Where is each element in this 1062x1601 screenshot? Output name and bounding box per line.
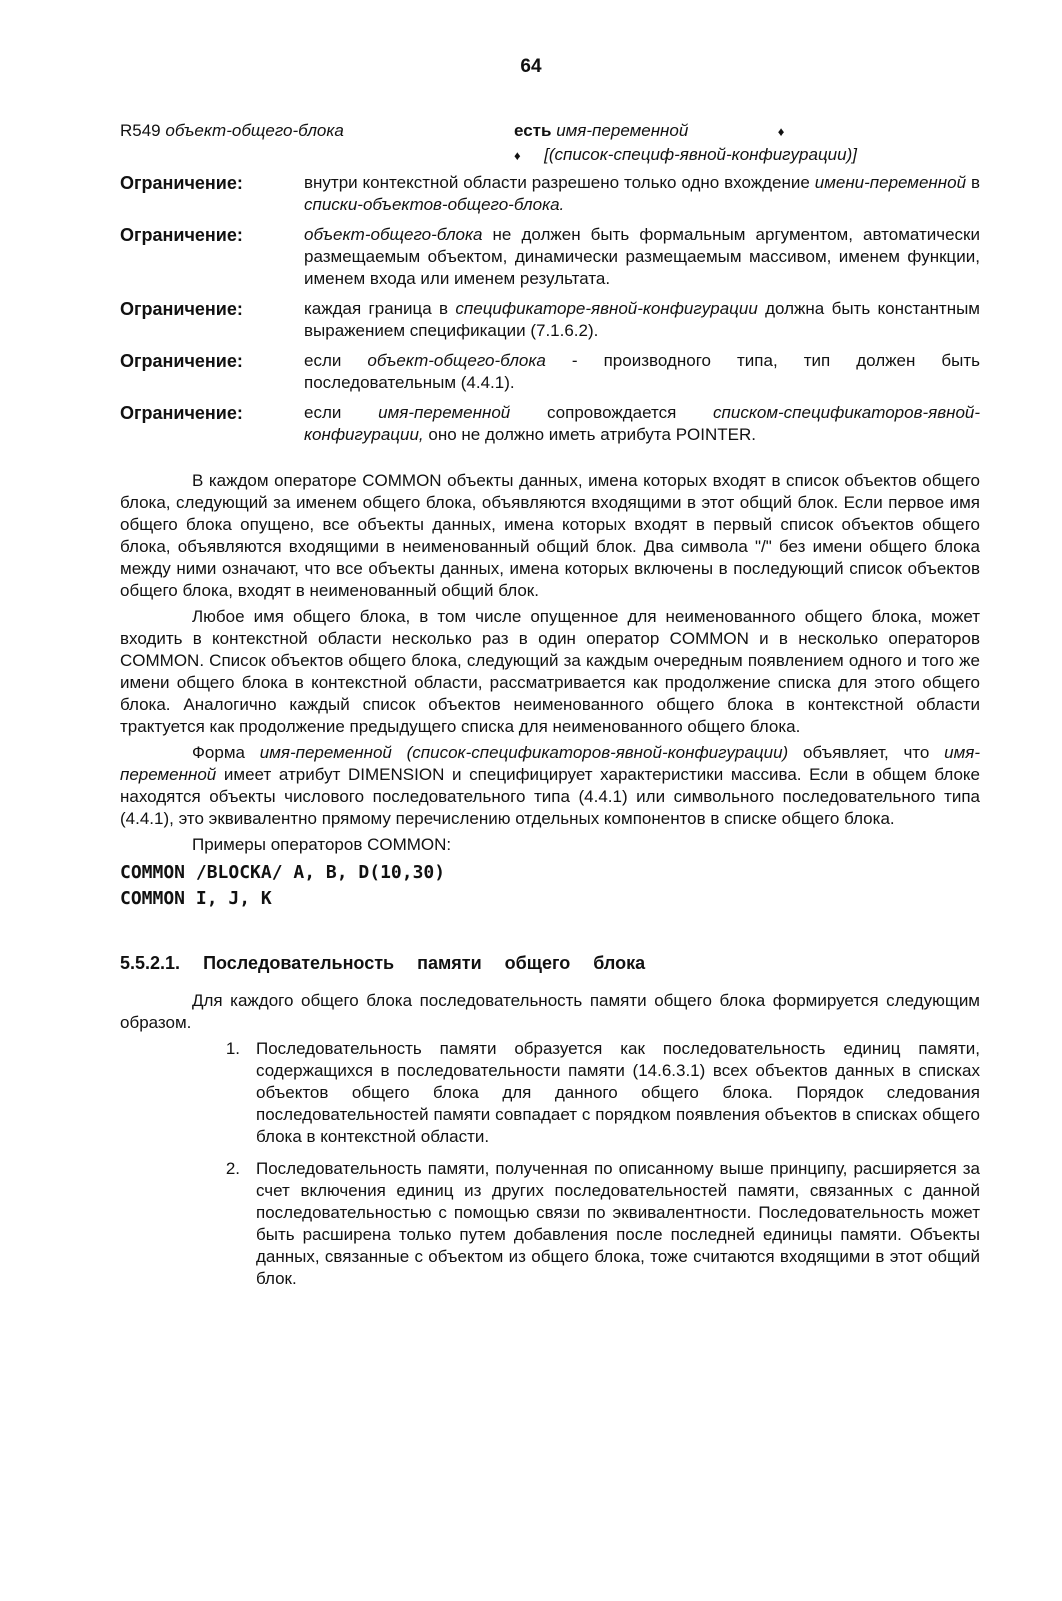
code-block <box>120 860 980 912</box>
constraint-text-fragment: имя-переменной <box>378 403 511 422</box>
main-text <box>120 470 980 1300</box>
code-line: COMMON /BLOCKA/ A, B, D(10,30) <box>120 862 446 883</box>
list-item <box>120 1038 980 1148</box>
rule-alternative-2: [(список-специф-явной-конфигурации)] <box>544 145 857 164</box>
paragraph <box>120 606 980 738</box>
constraint-text-fragment: объект-общего-блока <box>304 225 483 244</box>
section-title: Последовательность памяти общего блока <box>203 953 646 973</box>
constraint-text-fragment: оно не должно иметь атрибута POINTER. <box>423 425 756 444</box>
constraint-text-fragment: имени-переменной <box>814 173 967 192</box>
paragraph-fragment: Любое имя общего блока, в том числе опущенное для неименованного общего блока, может входить в контекстной области несколько раз в один оператор COMMON и в несколько операторов COMMON. Список объектов общего блока, следующий за каждым очередным появлением одного и того же имени общего блока в контекстной области, рассматривается как продолжение списка для этого общего блока. Аналогично каждый список объектов неименованного общего блока в контекстной области трактуется как продолжение предыдущего списка для неименованного общего блока. <box>120 607 980 736</box>
paragraph <box>120 470 980 602</box>
rule-name: объект-общего-блока <box>165 121 344 140</box>
numbered-list <box>120 1038 980 1290</box>
paragraph-fragment: имя-переменной (список-спецификаторов-явной-конфигурации) <box>259 743 789 762</box>
constraint-label: Ограничение: <box>120 225 243 245</box>
rule-term <box>120 120 344 142</box>
paragraph-fragment: имеет атрибут DIMENSION и специфицирует характеристики массива. Если в общем блоке находятся объекты числового последовательного типа (4.4.1) или символьного последовательного типа (4.4.1), это эквивалентно прямому перечислению отдельных компонентов в списке общего блока. <box>120 765 980 828</box>
constraint-text-fragment: если <box>304 403 379 422</box>
constraints-list <box>120 172 980 454</box>
constraint-text <box>304 298 980 342</box>
list-item-text: Последовательность памяти, полученная по описанному выше принципу, расширяется за счет включения единиц из других последовательностей памяти, связанных с данной последовательностью с помощью связи по эквивалентности. Последовательность может быть расширена только путем добавления после последней единицы памяти. Объекты данных, связанные с объектом из общего блока, тоже считаются входящими в этот общий блок. <box>256 1159 980 1288</box>
list-item <box>120 1158 980 1290</box>
constraint-text-fragment: объект-общего-блока <box>367 351 546 370</box>
section-number: 5.5.2.1. <box>120 953 181 973</box>
list-item-number: 2. <box>225 1159 240 1178</box>
constraint <box>120 298 980 342</box>
constraint-label: Ограничение: <box>120 351 243 371</box>
constraint-text-fragment: спецификаторе-явной-конфигурации <box>455 299 758 318</box>
paragraph-fragment: В каждом операторе COMMON объекты данных, имена которых входят в список объектов общего блока, следующий за именем общего блока, объявляются входящими в этот общий блок. Если первое имя общего блока опущено, все объекты данных, имена которых входят в первый список объектов общего блока, объявляются входящими в неименованный общий блок. Два символа "/" без имени общего блока между ними означают, что все объекты данных, имена которых включены в последующий список объектов общего блока, входят в неименованный общий блок. <box>120 471 980 600</box>
list-item-number: 1. <box>225 1039 240 1058</box>
constraint <box>120 402 980 446</box>
code-line: COMMON I, J, K <box>120 888 272 909</box>
paragraph-fragment: имя-переменной <box>120 743 980 784</box>
constraint-text-fragment: сопровождается <box>510 403 714 422</box>
list-item-text: Последовательность памяти образуется как последовательность единиц памяти, содержащихся в последовательности памяти (14.6.3.1) всех объектов данных в списках объектов общего блока для данного общего блока. Порядок следования последовательностей памяти совпадает с порядком появления объектов в списках общего блока в контекстной области. <box>256 1039 980 1146</box>
constraint-text-fragment: должна быть константным выражением спецификации (7.1.6.2). <box>304 299 980 340</box>
constraint-text-fragment: в <box>966 173 980 192</box>
constraint-text <box>304 350 980 394</box>
constraint-text-fragment: списки-объектов-общего-блока. <box>304 195 565 214</box>
constraint-text-fragment: не должен быть формальным аргументом, автоматически размещаемым объектом, динамически размещаемым массивом, именем функции, именем входа или именем результата. <box>304 225 980 288</box>
constraint <box>120 172 980 216</box>
constraint-text-fragment: каждая граница в <box>304 299 456 318</box>
rule-keyword: есть <box>514 121 552 140</box>
rule-definition-line-2 <box>514 144 857 167</box>
section-heading <box>120 952 980 974</box>
constraint-label: Ограничение: <box>120 403 243 423</box>
paragraph <box>120 742 980 830</box>
constraint <box>120 350 980 394</box>
constraint-label: Ограничение: <box>120 173 243 193</box>
constraint-text-fragment: если <box>304 351 368 370</box>
page-number: 64 <box>520 56 542 77</box>
constraint-text <box>304 224 980 290</box>
paragraph-fragment: Форма <box>192 743 260 762</box>
rule-definition-line-1 <box>514 120 784 143</box>
constraint-text-fragment: списком-спецификаторов-явной-конфигурации, <box>304 403 981 444</box>
constraint-text-fragment: - производного типа, тип должен быть последовательным (4.4.1). <box>304 351 980 392</box>
rule-number: R549 <box>120 121 161 140</box>
section-intro: Для каждого общего блока последовательность памяти общего блока формируется следующим образом. <box>120 991 980 1032</box>
diamond-icon: ♦ <box>777 124 785 139</box>
constraint-text <box>304 402 980 446</box>
rule-alternative-1: имя-переменной <box>556 121 689 140</box>
constraint <box>120 224 980 290</box>
paragraph-fragment: объявляет, что <box>788 743 945 762</box>
constraint-text-fragment: внутри контекстной области разрешено только одно вхождение <box>304 173 815 192</box>
diamond-icon: ♦ <box>514 148 521 163</box>
constraint-label: Ограничение: <box>120 299 243 319</box>
paragraphs <box>120 470 980 830</box>
constraint-text <box>304 172 980 216</box>
examples-intro: Примеры операторов COMMON: <box>192 835 452 854</box>
